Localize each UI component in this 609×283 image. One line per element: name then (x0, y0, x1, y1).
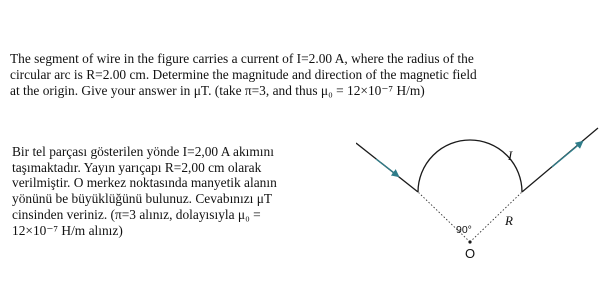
english-problem-text (10, 51, 600, 99)
angle-label: 90° (456, 224, 472, 236)
turkish-line: taşımaktadır. Yayın yarıçapı R=2,00 cm olarak (12, 159, 262, 175)
turkish-line: Bir tel parçası gösterilen yönde I=2,00 A akımını (12, 144, 274, 159)
circular-arc (418, 140, 522, 192)
turkish-line: cinsinden veriniz. (π=3 alınız, dolayısıyla μ₀ = (12, 206, 261, 222)
right-current-arrow (552, 142, 582, 167)
wire-diagram (356, 118, 606, 278)
right-radius-line (470, 192, 522, 242)
turkish-line: 12×10⁻⁷ H/m alınız) (12, 222, 123, 238)
turkish-line: verilmiştir. O merkez noktasında manyetik alanın (12, 175, 277, 191)
left-current-arrow (376, 159, 398, 176)
turkish-problem-text (12, 144, 342, 238)
origin-label: O (465, 246, 476, 261)
radius-label: R (505, 213, 513, 228)
english-line: at the origin. Give your answer in μT. (take π=3, and thus μ₀ = 12×10⁻⁷ H/m) (10, 83, 425, 98)
wire-figure (356, 118, 606, 278)
current-label: I (508, 148, 513, 163)
turkish-line: yönünü be büyüklüğünü bulunuz. Cevabınızı μT (12, 191, 273, 207)
origin-point (468, 240, 471, 243)
english-line: circular arc is R=2.00 cm. Determine the magnitude and direction of the magnetic field (10, 67, 477, 82)
english-line: The segment of wire in the figure carries a current of I=2.00 A, where the radius of the (10, 51, 474, 66)
